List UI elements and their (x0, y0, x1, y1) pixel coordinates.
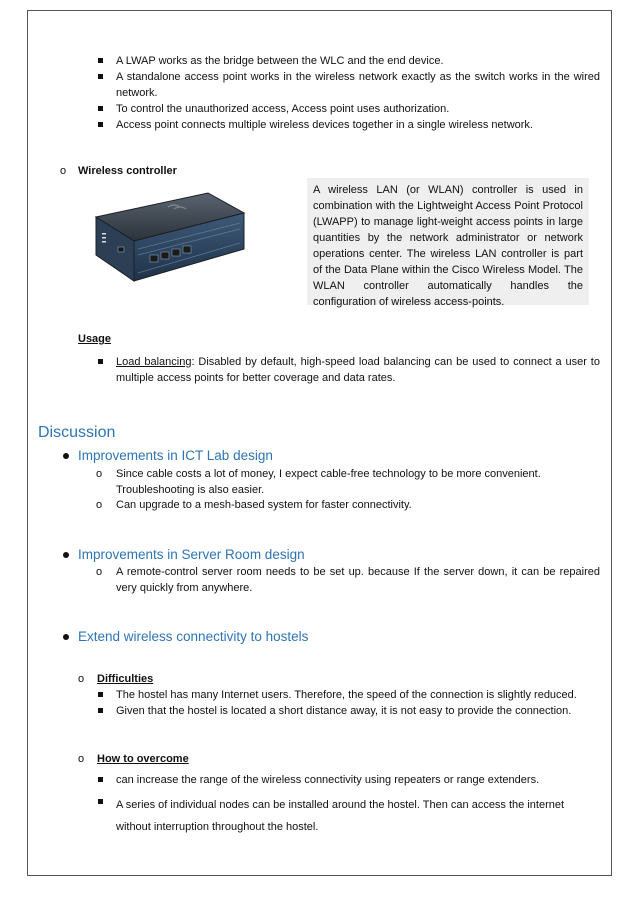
circle-bullet-icon: o (96, 499, 103, 511)
circle-bullet-icon: o (96, 468, 103, 480)
hostels-heading: Extend wireless connectivity to hostels (78, 629, 309, 644)
square-bullet-icon (98, 122, 103, 127)
server-room-heading: Improvements in Server Room design (78, 547, 305, 562)
circle-bullet-icon: o (78, 753, 85, 765)
square-bullet-icon (98, 777, 103, 782)
circle-bullet-icon: o (78, 673, 85, 685)
wireless-controller-image (90, 185, 250, 295)
square-bullet-icon (98, 74, 103, 79)
square-bullet-icon (98, 692, 103, 697)
controller-description-box: A wireless LAN (or WLAN) controller is used in combination with the Lightweight Access Point Protocol (LWAPP) to manage light-weight access points in large quantities by the network administrator or network operations center. The wireless LAN controller is part of the Data Plane within the Cisco Wireless Model. The WLAN controller automatically handles the configuration of wireless access-points. (307, 178, 589, 305)
circle-bullet-icon: o (96, 566, 103, 578)
ap-bullet-1: A LWAP works as the bridge between the WLC and the end device. (116, 55, 444, 67)
ict-item-2: Can upgrade to a mesh-based system for faster connectivity. (116, 499, 412, 511)
square-bullet-icon (98, 359, 103, 364)
square-bullet-icon (98, 58, 103, 63)
overcome-1: can increase the range of the wireless connectivity using repeaters or range extenders. (116, 774, 540, 786)
load-balancing-label: Load balancing (116, 356, 192, 368)
ap-bullet-4: Access point connects multiple wireless devices together in a single wireless network. (116, 119, 533, 131)
difficulties-heading: Difficulties (97, 673, 154, 685)
ict-lab-heading: Improvements in ICT Lab design (78, 448, 273, 463)
difficulty-1: The hostel has many Internet users. Therefore, the speed of the connection is slightly reduced. (116, 689, 577, 701)
wireless-controller-heading: Wireless controller (78, 165, 177, 177)
round-bullet-icon (63, 453, 69, 459)
how-to-overcome-heading: How to overcome (97, 753, 189, 765)
square-bullet-icon (98, 799, 103, 804)
document-page (27, 10, 612, 876)
difficulty-2: Given that the hostel is located a short distance away, it is not easy to provide the connection. (116, 705, 572, 717)
ict-item-1: Since cable costs a lot of money, I expect cable-free technology to be more convenient. Troubleshooting is also easier. (116, 468, 541, 496)
discussion-title: Discussion (38, 424, 116, 441)
square-bullet-icon (98, 106, 103, 111)
usage-heading: Usage (78, 333, 112, 345)
round-bullet-icon (63, 552, 69, 558)
server-item-1: A remote-control server room needs to be set up. because If the server down, it can be repaired very quickly from anywhere. (116, 566, 600, 594)
circle-bullet-icon: o (60, 165, 67, 177)
ap-bullet-2: A standalone access point works in the wireless network exactly as the switch works in the wired network. (116, 71, 600, 99)
overcome-2: A series of individual nodes can be installed around the hostel. Then can access the internet without interruption throughout the hostel. (116, 799, 565, 833)
square-bullet-icon (98, 708, 103, 713)
ap-bullet-3: To control the unauthorized access, Access point uses authorization. (116, 103, 450, 115)
load-balancing-text: : Disabled by default, high-speed load balancing can be used to connect a user to multiple access points for better coverage and data rates. (116, 356, 600, 384)
usage-item (116, 354, 600, 386)
round-bullet-icon (63, 634, 69, 640)
